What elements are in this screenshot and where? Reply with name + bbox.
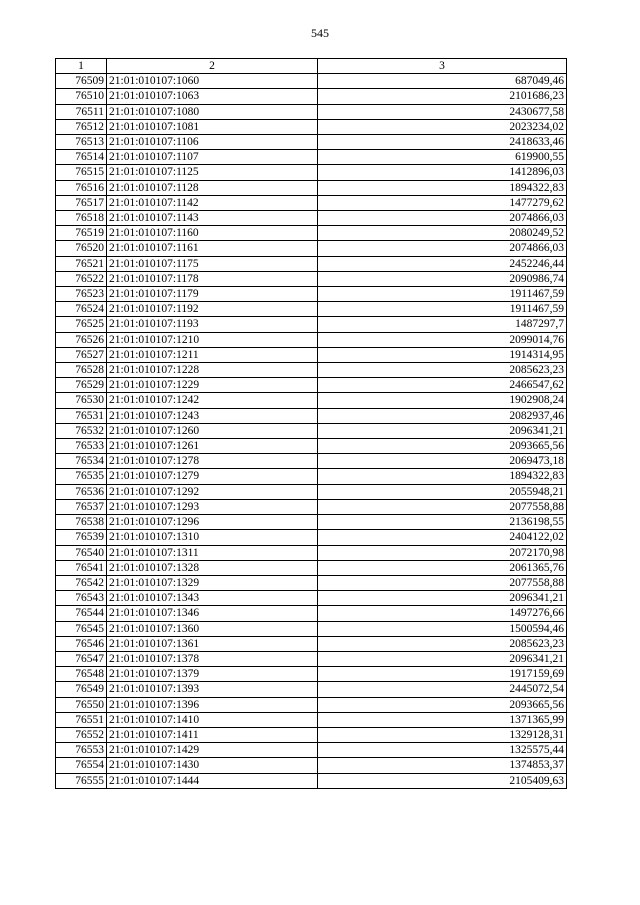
row-number-cell: 76548 xyxy=(56,667,107,682)
table-row xyxy=(56,682,567,697)
table-row xyxy=(56,211,567,226)
row-number-cell: 76525 xyxy=(56,317,107,332)
table-row xyxy=(56,332,567,347)
table-row xyxy=(56,241,567,256)
cadastral-number-cell: 21:01:010107:1293 xyxy=(107,499,318,514)
table-row xyxy=(56,454,567,469)
row-number-cell: 76521 xyxy=(56,256,107,271)
row-number-cell: 76509 xyxy=(56,74,107,89)
row-number-cell: 76512 xyxy=(56,119,107,134)
cadastral-number-cell: 21:01:010107:1128 xyxy=(107,180,318,195)
row-number-cell: 76522 xyxy=(56,271,107,286)
value-cell: 2074866,03 xyxy=(318,211,567,226)
cadastral-number-cell: 21:01:010107:1328 xyxy=(107,560,318,575)
column-header-1: 1 xyxy=(56,59,107,74)
value-cell: 1894322,83 xyxy=(318,469,567,484)
table-row xyxy=(56,743,567,758)
table-row xyxy=(56,393,567,408)
row-number-cell: 76553 xyxy=(56,743,107,758)
row-number-cell: 76545 xyxy=(56,621,107,636)
cadastral-number-cell: 21:01:010107:1106 xyxy=(107,135,318,150)
table-row xyxy=(56,89,567,104)
value-cell: 2452246,44 xyxy=(318,256,567,271)
cadastral-number-cell: 21:01:010107:1243 xyxy=(107,408,318,423)
cadastral-number-cell: 21:01:010107:1292 xyxy=(107,484,318,499)
table-row xyxy=(56,165,567,180)
row-number-cell: 76514 xyxy=(56,150,107,165)
cadastral-number-cell: 21:01:010107:1080 xyxy=(107,104,318,119)
cadastral-number-cell: 21:01:010107:1125 xyxy=(107,165,318,180)
cadastral-number-cell: 21:01:010107:1161 xyxy=(107,241,318,256)
row-number-cell: 76539 xyxy=(56,530,107,545)
table-row xyxy=(56,119,567,134)
cadastral-number-cell: 21:01:010107:1429 xyxy=(107,743,318,758)
cadastral-number-cell: 21:01:010107:1279 xyxy=(107,469,318,484)
value-cell: 2055948,21 xyxy=(318,484,567,499)
value-cell: 2074866,03 xyxy=(318,241,567,256)
table-row xyxy=(56,271,567,286)
cadastral-number-cell: 21:01:010107:1444 xyxy=(107,773,318,788)
cadastral-number-cell: 21:01:010107:1260 xyxy=(107,423,318,438)
value-cell: 2061365,76 xyxy=(318,560,567,575)
row-number-cell: 76517 xyxy=(56,195,107,210)
cadastral-number-cell: 21:01:010107:1343 xyxy=(107,591,318,606)
row-number-cell: 76524 xyxy=(56,302,107,317)
value-cell: 2082937,46 xyxy=(318,408,567,423)
table-row xyxy=(56,226,567,241)
cadastral-number-cell: 21:01:010107:1211 xyxy=(107,347,318,362)
value-cell: 1902908,24 xyxy=(318,393,567,408)
table-row xyxy=(56,575,567,590)
value-cell: 2445072,54 xyxy=(318,682,567,697)
value-cell: 2023234,02 xyxy=(318,119,567,134)
row-number-cell: 76518 xyxy=(56,211,107,226)
row-number-cell: 76552 xyxy=(56,727,107,742)
table-row xyxy=(56,515,567,530)
value-cell: 1412896,03 xyxy=(318,165,567,180)
table-row xyxy=(56,74,567,89)
cadastral-number-cell: 21:01:010107:1296 xyxy=(107,515,318,530)
cadastral-number-cell: 21:01:010107:1160 xyxy=(107,226,318,241)
row-number-cell: 76532 xyxy=(56,423,107,438)
value-cell: 1914314,95 xyxy=(318,347,567,362)
table-row xyxy=(56,469,567,484)
row-number-cell: 76523 xyxy=(56,287,107,302)
value-cell: 1500594,46 xyxy=(318,621,567,636)
table-row xyxy=(56,499,567,514)
value-cell: 2085623,23 xyxy=(318,363,567,378)
row-number-cell: 76550 xyxy=(56,697,107,712)
cadastral-number-cell: 21:01:010107:1081 xyxy=(107,119,318,134)
value-cell: 2105409,63 xyxy=(318,773,567,788)
table-row xyxy=(56,727,567,742)
cadastral-number-cell: 21:01:010107:1192 xyxy=(107,302,318,317)
table-row xyxy=(56,302,567,317)
row-number-cell: 76526 xyxy=(56,332,107,347)
row-number-cell: 76515 xyxy=(56,165,107,180)
value-cell: 2096341,21 xyxy=(318,423,567,438)
value-cell: 2096341,21 xyxy=(318,591,567,606)
row-number-cell: 76527 xyxy=(56,347,107,362)
table-row xyxy=(56,180,567,195)
cadastral-number-cell: 21:01:010107:1360 xyxy=(107,621,318,636)
value-cell: 2077558,88 xyxy=(318,575,567,590)
value-cell: 1911467,59 xyxy=(318,287,567,302)
cadastral-number-cell: 21:01:010107:1142 xyxy=(107,195,318,210)
cadastral-number-cell: 21:01:010107:1210 xyxy=(107,332,318,347)
row-number-cell: 76535 xyxy=(56,469,107,484)
row-number-cell: 76513 xyxy=(56,135,107,150)
row-number-cell: 76544 xyxy=(56,606,107,621)
row-number-cell: 76540 xyxy=(56,545,107,560)
value-cell: 2072170,98 xyxy=(318,545,567,560)
table-row xyxy=(56,773,567,788)
value-cell: 1917159,69 xyxy=(318,667,567,682)
table-row xyxy=(56,606,567,621)
value-cell: 1497276,66 xyxy=(318,606,567,621)
value-cell: 2069473,18 xyxy=(318,454,567,469)
cadastral-number-cell: 21:01:010107:1311 xyxy=(107,545,318,560)
value-cell: 2418633,46 xyxy=(318,135,567,150)
table-row xyxy=(56,195,567,210)
registry-table xyxy=(55,58,567,789)
column-header-3: 3 xyxy=(318,59,567,74)
value-cell: 1487297,7 xyxy=(318,317,567,332)
table-row xyxy=(56,651,567,666)
table-row xyxy=(56,287,567,302)
row-number-cell: 76531 xyxy=(56,408,107,423)
page-number: 545 xyxy=(311,26,329,40)
value-cell: 2101686,23 xyxy=(318,89,567,104)
cadastral-number-cell: 21:01:010107:1143 xyxy=(107,211,318,226)
cadastral-number-cell: 21:01:010107:1229 xyxy=(107,378,318,393)
row-number-cell: 76530 xyxy=(56,393,107,408)
row-number-cell: 76534 xyxy=(56,454,107,469)
row-number-cell: 76516 xyxy=(56,180,107,195)
row-number-cell: 76541 xyxy=(56,560,107,575)
row-number-cell: 76547 xyxy=(56,651,107,666)
value-cell: 2136198,55 xyxy=(318,515,567,530)
table-row xyxy=(56,636,567,651)
cadastral-number-cell: 21:01:010107:1310 xyxy=(107,530,318,545)
row-number-cell: 76555 xyxy=(56,773,107,788)
cadastral-number-cell: 21:01:010107:1329 xyxy=(107,575,318,590)
cadastral-number-cell: 21:01:010107:1396 xyxy=(107,697,318,712)
table-row xyxy=(56,439,567,454)
value-cell: 2077558,88 xyxy=(318,499,567,514)
table-row xyxy=(56,423,567,438)
value-cell: 1477279,62 xyxy=(318,195,567,210)
value-cell: 2099014,76 xyxy=(318,332,567,347)
table-row xyxy=(56,317,567,332)
table-row xyxy=(56,347,567,362)
value-cell: 2404122,02 xyxy=(318,530,567,545)
row-number-cell: 76543 xyxy=(56,591,107,606)
cadastral-number-cell: 21:01:010107:1175 xyxy=(107,256,318,271)
table-row xyxy=(56,150,567,165)
cadastral-number-cell: 21:01:010107:1178 xyxy=(107,271,318,286)
value-cell: 1325575,44 xyxy=(318,743,567,758)
value-cell: 2430677,58 xyxy=(318,104,567,119)
row-number-cell: 76519 xyxy=(56,226,107,241)
cadastral-number-cell: 21:01:010107:1261 xyxy=(107,439,318,454)
row-number-cell: 76510 xyxy=(56,89,107,104)
header-row xyxy=(56,59,567,74)
value-cell: 1911467,59 xyxy=(318,302,567,317)
table-row xyxy=(56,591,567,606)
cadastral-number-cell: 21:01:010107:1411 xyxy=(107,727,318,742)
value-cell: 1374853,37 xyxy=(318,758,567,773)
cadastral-number-cell: 21:01:010107:1060 xyxy=(107,74,318,89)
table-row xyxy=(56,104,567,119)
value-cell: 1371365,99 xyxy=(318,712,567,727)
cadastral-number-cell: 21:01:010107:1242 xyxy=(107,393,318,408)
row-number-cell: 76536 xyxy=(56,484,107,499)
value-cell: 2093665,56 xyxy=(318,697,567,712)
table-row xyxy=(56,135,567,150)
value-cell: 687049,46 xyxy=(318,74,567,89)
row-number-cell: 76537 xyxy=(56,499,107,514)
row-number-cell: 76542 xyxy=(56,575,107,590)
value-cell: 2093665,56 xyxy=(318,439,567,454)
cadastral-number-cell: 21:01:010107:1346 xyxy=(107,606,318,621)
table-row xyxy=(56,530,567,545)
cadastral-number-cell: 21:01:010107:1410 xyxy=(107,712,318,727)
cadastral-number-cell: 21:01:010107:1179 xyxy=(107,287,318,302)
row-number-cell: 76554 xyxy=(56,758,107,773)
table-row xyxy=(56,256,567,271)
table-row xyxy=(56,621,567,636)
table-row xyxy=(56,545,567,560)
cadastral-number-cell: 21:01:010107:1379 xyxy=(107,667,318,682)
cadastral-number-cell: 21:01:010107:1278 xyxy=(107,454,318,469)
value-cell: 2096341,21 xyxy=(318,651,567,666)
cadastral-number-cell: 21:01:010107:1063 xyxy=(107,89,318,104)
table-row xyxy=(56,667,567,682)
table-row xyxy=(56,408,567,423)
cadastral-number-cell: 21:01:010107:1378 xyxy=(107,651,318,666)
row-number-cell: 76549 xyxy=(56,682,107,697)
row-number-cell: 76529 xyxy=(56,378,107,393)
row-number-cell: 76511 xyxy=(56,104,107,119)
row-number-cell: 76551 xyxy=(56,712,107,727)
table-body xyxy=(56,74,567,789)
value-cell: 2080249,52 xyxy=(318,226,567,241)
table-header xyxy=(56,59,567,74)
row-number-cell: 76528 xyxy=(56,363,107,378)
cadastral-number-cell: 21:01:010107:1361 xyxy=(107,636,318,651)
row-number-cell: 76520 xyxy=(56,241,107,256)
value-cell: 1894322,83 xyxy=(318,180,567,195)
table-row xyxy=(56,697,567,712)
cadastral-number-cell: 21:01:010107:1228 xyxy=(107,363,318,378)
value-cell: 2466547,62 xyxy=(318,378,567,393)
row-number-cell: 76533 xyxy=(56,439,107,454)
table-row xyxy=(56,378,567,393)
value-cell: 1329128,31 xyxy=(318,727,567,742)
cadastral-number-cell: 21:01:010107:1393 xyxy=(107,682,318,697)
table-row xyxy=(56,758,567,773)
table-row xyxy=(56,560,567,575)
cadastral-number-cell: 21:01:010107:1430 xyxy=(107,758,318,773)
table-row xyxy=(56,484,567,499)
value-cell: 2085623,23 xyxy=(318,636,567,651)
table-row xyxy=(56,363,567,378)
table-row xyxy=(56,712,567,727)
row-number-cell: 76546 xyxy=(56,636,107,651)
column-header-2: 2 xyxy=(107,59,318,74)
row-number-cell: 76538 xyxy=(56,515,107,530)
value-cell: 2090986,74 xyxy=(318,271,567,286)
value-cell: 619900,55 xyxy=(318,150,567,165)
cadastral-number-cell: 21:01:010107:1107 xyxy=(107,150,318,165)
cadastral-number-cell: 21:01:010107:1193 xyxy=(107,317,318,332)
